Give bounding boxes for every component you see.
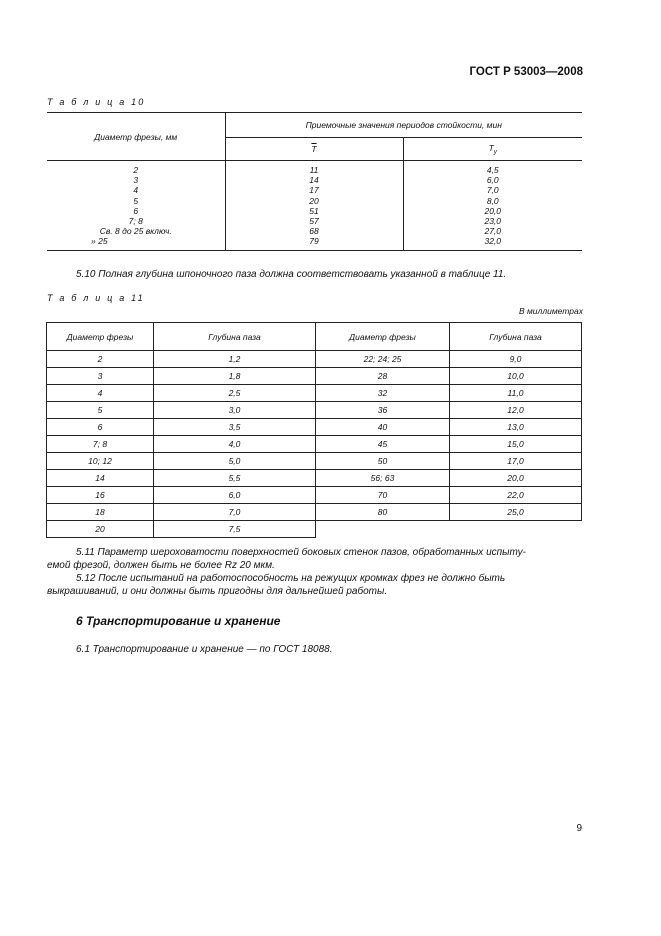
table11-cell: 4,0 (154, 436, 316, 453)
table11-cell: 56; 63 (316, 470, 450, 487)
table11-header: Глубина паза (450, 323, 582, 351)
table11-header: Диаметр фрезы (47, 323, 154, 351)
table11-cell: 18 (47, 504, 154, 521)
table10-cell: 20 (225, 196, 403, 206)
page-number: 9 (576, 823, 582, 834)
table11-cell: 40 (316, 419, 450, 436)
table11-cell: 14 (47, 470, 154, 487)
table11-cell: 25,0 (450, 504, 582, 521)
table10-cell: 79 (225, 236, 403, 250)
table10 (47, 112, 582, 251)
table10-cell: 4,5 (486, 165, 499, 175)
table11-cell: 45 (316, 436, 450, 453)
table11-cell: 3 (47, 368, 154, 385)
table10-col1-header: Диаметр фрезы, мм (47, 113, 225, 161)
table11-cell: 7,5 (154, 521, 316, 538)
table10-cell: 32,0 (403, 236, 582, 250)
table10-cell: 6 (47, 206, 225, 216)
table11-cell: 12,0 (450, 402, 582, 419)
table10-cell: 4 (47, 185, 225, 195)
table11-cell: 1,2 (154, 351, 316, 368)
table11-header: Диаметр фрезы (316, 323, 450, 351)
table10-cell: 68 (225, 226, 403, 236)
table10-cell: 27,0 (484, 226, 502, 237)
table11-cell: 9,0 (450, 351, 582, 368)
table11 (46, 322, 582, 538)
table11-cell: 80 (316, 504, 450, 521)
table10-cell: 57 (225, 216, 403, 226)
table11-cell: 16 (47, 487, 154, 504)
table10-cell: 51 (225, 206, 403, 216)
table10-tbar-header: $\overline{T}$ (311, 144, 317, 154)
paragraph-5-12-line2: выкрашиваний, и они должны быть пригодны для дальнейшей работы. (47, 586, 388, 597)
table10-cell: 8,0 (486, 195, 499, 206)
table10-cell: 23,0 (484, 216, 502, 227)
table11-cell: 11,0 (450, 385, 582, 402)
section-6-title: 6 Транспортирование и хранение (76, 614, 281, 628)
document-id: ГОСТ Р 53003—2008 (469, 66, 583, 78)
table11-cell: 4 (47, 385, 154, 402)
table10-group-header: Приемочные значения периодов стойкости, мин (225, 113, 582, 138)
table11-cell: 32 (316, 385, 450, 402)
table11-cell: 10; 12 (47, 453, 154, 470)
table11-cell: 50 (316, 453, 450, 470)
table11-cell: 7,0 (154, 504, 316, 521)
table11-cell: 5,0 (154, 453, 316, 470)
paragraph-5-10: 5.10 Полная глубина шпоночного паза должна соответствовать указанной в таблице 11. (76, 269, 507, 280)
table10-caption: Т а б л и ц а 10 (47, 97, 146, 107)
table11-cell: 6,0 (154, 487, 316, 504)
table11-cell: 22,0 (450, 487, 582, 504)
table10-cell: 20,0 (484, 205, 502, 216)
table11-cell: 3,0 (154, 402, 316, 419)
table10-cell: Св. 8 до 25 включ. (47, 226, 225, 236)
table11-cell: 1,8 (154, 368, 316, 385)
table10-cell: 7,0 (486, 185, 499, 196)
table10-cell: 2 (47, 161, 225, 176)
table10-cell: 5 (47, 196, 225, 206)
table11-caption: Т а б л и ц а 11 (47, 293, 145, 303)
table11-cell: 7; 8 (47, 436, 154, 453)
paragraph-5-12-line1: 5.12 После испытаний на работоспособность на режущих кромках фрез не должно быть (76, 573, 506, 584)
table11-cell: 2 (47, 351, 154, 368)
table10-cell: 11 (225, 161, 403, 176)
table11-cell: 5 (47, 402, 154, 419)
table11-cell: 17,0 (450, 453, 582, 470)
table11-cell: 10,0 (450, 368, 582, 385)
table10-cell: 3 (47, 175, 225, 185)
table11-units: В миллиметрах (518, 306, 583, 316)
table10-ty-header: T (488, 142, 494, 153)
table10-cell: 6,0 (486, 175, 499, 186)
table11-cell: 15,0 (450, 436, 582, 453)
table11-header: Глубина паза (154, 323, 316, 351)
table11-cell: 20,0 (450, 470, 582, 487)
paragraph-5-11-line1: 5.11 Параметр шероховатости поверхностей боковых стенок пазов, обработанных испыту- (76, 547, 526, 558)
table11-cell: 36 (316, 402, 450, 419)
table11-cell: 70 (316, 487, 450, 504)
table11-cell: 5,5 (154, 470, 316, 487)
table11-cell: 13,0 (450, 419, 582, 436)
table11-cell: 3,5 (154, 419, 316, 436)
table11-cell: 2,5 (154, 385, 316, 402)
table11-cell: 28 (316, 368, 450, 385)
paragraph-6-1: 6.1 Транспортирование и хранение — по ГОСТ 18088. (76, 644, 333, 655)
paragraph-5-11-line2: емой фрезой, должен быть не более Rz 20 мкм. (47, 560, 275, 571)
table10-cell: 14 (225, 175, 403, 185)
table11-cell: 20 (47, 521, 154, 538)
table10-cell: » 25 (47, 236, 225, 250)
table10-cell: 7; 8 (47, 216, 225, 226)
table11-cell: 6 (47, 419, 154, 436)
table10-ty-sub: у (493, 149, 497, 156)
table10-cell: 17 (225, 185, 403, 195)
table11-cell: 22; 24; 25 (316, 351, 450, 368)
